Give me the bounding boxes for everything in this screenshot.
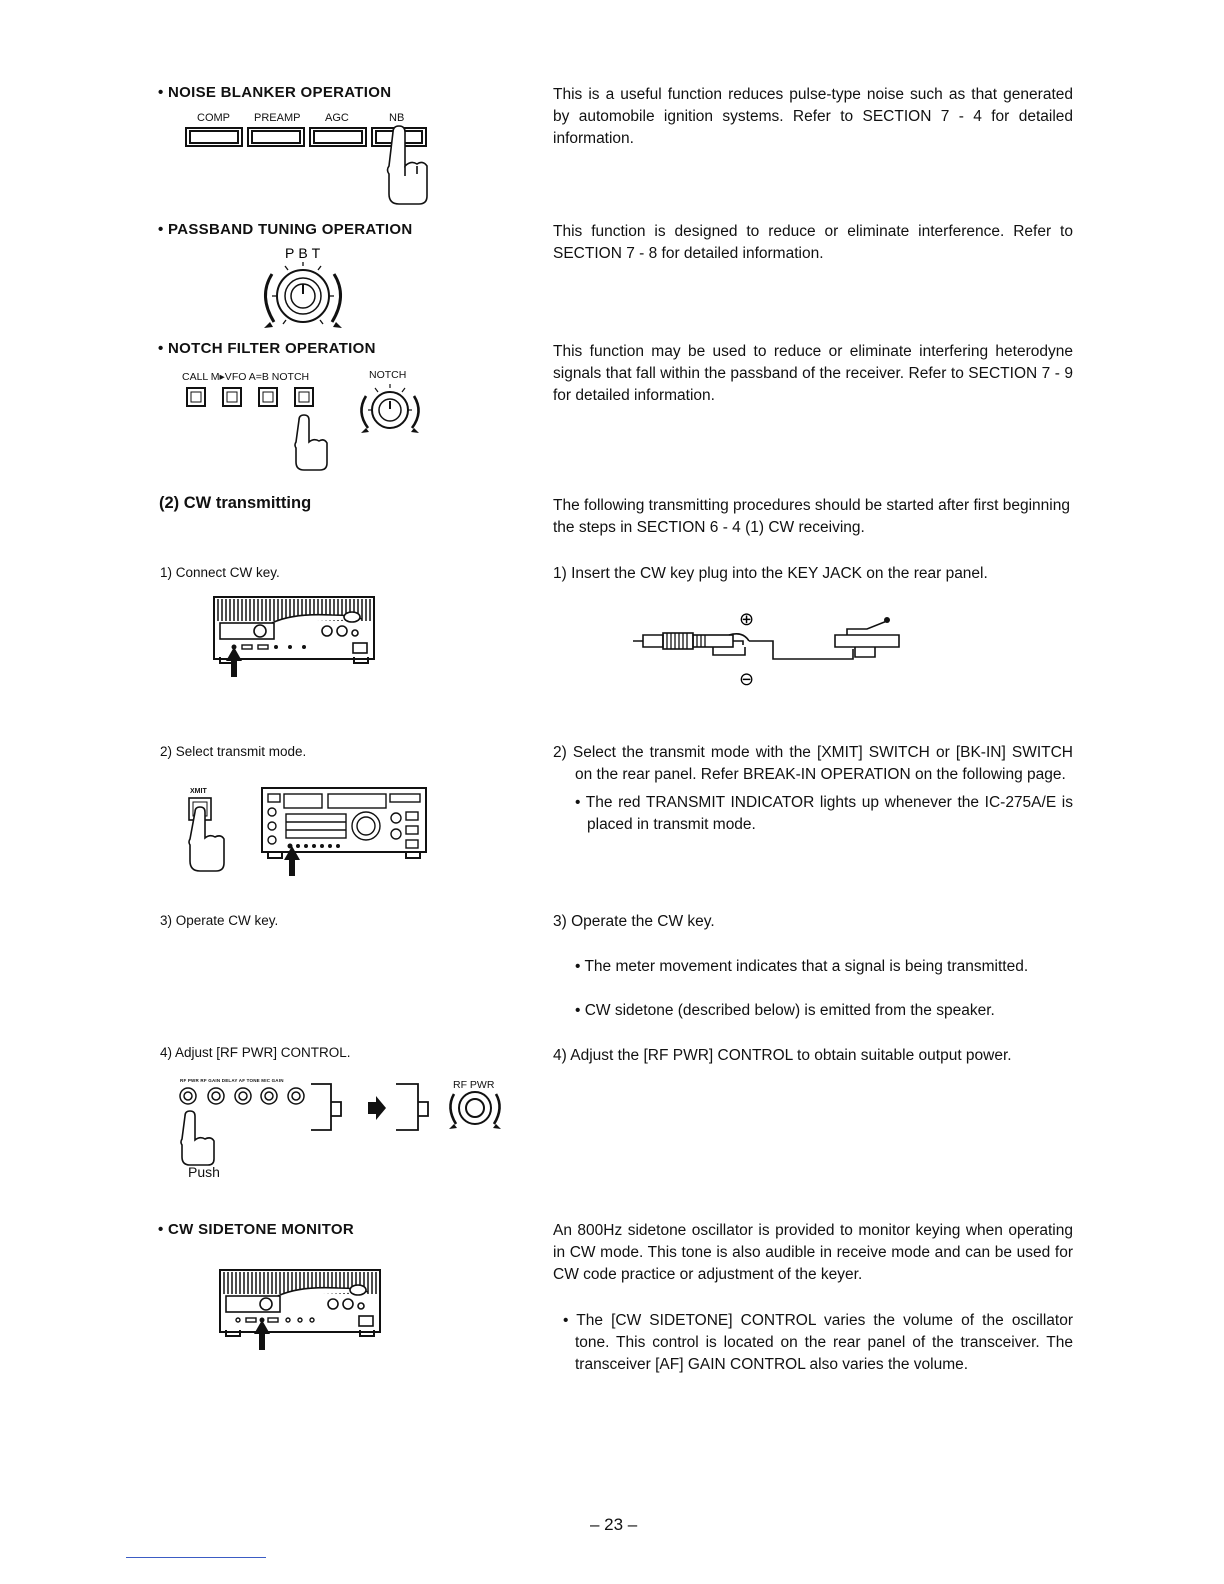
cw-intro: The following transmitting procedures should be started after first beginning the steps in SECTION 6 - 4 (1) CW receiving. [553,497,1070,536]
footer-rule [126,1557,266,1558]
notch-button-labels: CALL M▸VFO A=B NOTCH [182,371,310,383]
pbt-knob-label: PBT [285,245,325,261]
sidetone-description: An 800Hz sidetone oscillator is provided to monitor keying when operating in CW mode. This tone is also audible in receive mode and can be used for CW code practice or adjustment of the keyer. [553,1222,1073,1283]
pbt-knob-illustration [250,244,360,334]
step4-text-wrap [553,1045,1073,1067]
pbt-heading: • PASSBAND TUNING OPERATION [158,221,413,238]
step4-caption: 4) Adjust [RF PWR] CONTROL. [160,1045,351,1060]
pbt-description: This function is designed to reduce or eliminate interference. Refer to SECTION 7 - 8 for detailed information. [553,223,1073,262]
sidetone-bullet: • The [CW SIDETONE] CONTROL varies the volume of the oscillator tone. This control is located on the rear panel of the transceiver. The transceiver [AF] GAIN CONTROL also varies the volume. [563,1312,1073,1373]
step4-knob-labels: RF PWR RF GAIN DELAY AF TONE MIC GAIN [180,1078,284,1083]
nb-btn-label-nb: NB [389,112,405,124]
nb-btn-label-agc: AGC [325,112,349,124]
plus-terminal: ⊕ [739,609,755,629]
notch-illustration [180,382,440,472]
push-label: Push [188,1164,220,1180]
right-arrow-icon [368,1096,386,1120]
sidetone-heading: • CW SIDETONE MONITOR [158,1221,355,1238]
pointer-arrow-icon [254,1320,270,1350]
nb-heading: • NOISE BLANKER OPERATION [158,84,392,101]
notch-description: This function may be used to reduce or eliminate interfering heterodyne signals that fall within the passband of the receiver. Refer to SECTION 7 - 9 for detailed information. [553,343,1073,404]
pointing-hand-icon [295,415,327,470]
front-panel-illustration [258,786,430,876]
step3-bullet1: • The meter movement indicates that a signal is being transmitted. [575,958,1029,975]
notch-knob-label: NOTCH [369,369,407,381]
rf-pwr-label: RF PWR [453,1079,495,1091]
sidetone-rear-panel-illustration [218,1268,383,1353]
step2-bullet: • The red TRANSMIT INDICATOR lights up whenever the IC-275A/E is placed in transmit mode. [575,794,1073,833]
pointing-hand-icon [181,1111,214,1165]
step1-caption: 1) Connect CW key. [160,565,280,580]
xmit-button-illustration [185,796,245,876]
step4-text: 4) Adjust the [RF PWR] CONTROL to obtain suitable output power. [553,1047,1012,1064]
step3-caption: 3) Operate CW key. [160,913,279,928]
rear-panel-illustration [212,595,377,680]
minus-terminal: ⊖ [739,669,755,689]
step3-text: 3) Operate the CW key. [553,913,715,930]
nb-description: This is a useful function reduces pulse-type noise such as that generated by automobile ignition systems. Refer to SECTION 7 - 4 for detailed information. [553,86,1073,147]
pointing-hand-icon [189,807,224,871]
step1-text: 1) Insert the CW key plug into the KEY JACK on the rear panel. [553,565,988,582]
step2-caption: 2) Select transmit mode. [160,744,307,759]
notch-heading: • NOTCH FILTER OPERATION [158,340,376,357]
key-plug-illustration [625,605,910,695]
nb-button-illustration [180,108,440,208]
step2-text: 2) Select the transmit mode with the [XMIT] SWITCH or [BK-IN] SWITCH on the rear panel. Refer BREAK-IN OPERATION on the following page. [553,744,1073,783]
cw-heading: (2) CW transmitting [159,494,312,512]
page-number: – 23 – [590,1515,638,1534]
nb-btn-label-preamp: PREAMP [254,112,301,124]
rf-pwr-illustration [178,1084,513,1164]
step3-bullet2: • CW sidetone (described below) is emitted from the speaker. [575,1002,995,1019]
xmit-label: XMIT [190,788,207,795]
nb-btn-label-comp: COMP [197,112,230,124]
step2-text-wrap [553,742,1073,836]
pointer-arrow-icon [284,846,300,876]
